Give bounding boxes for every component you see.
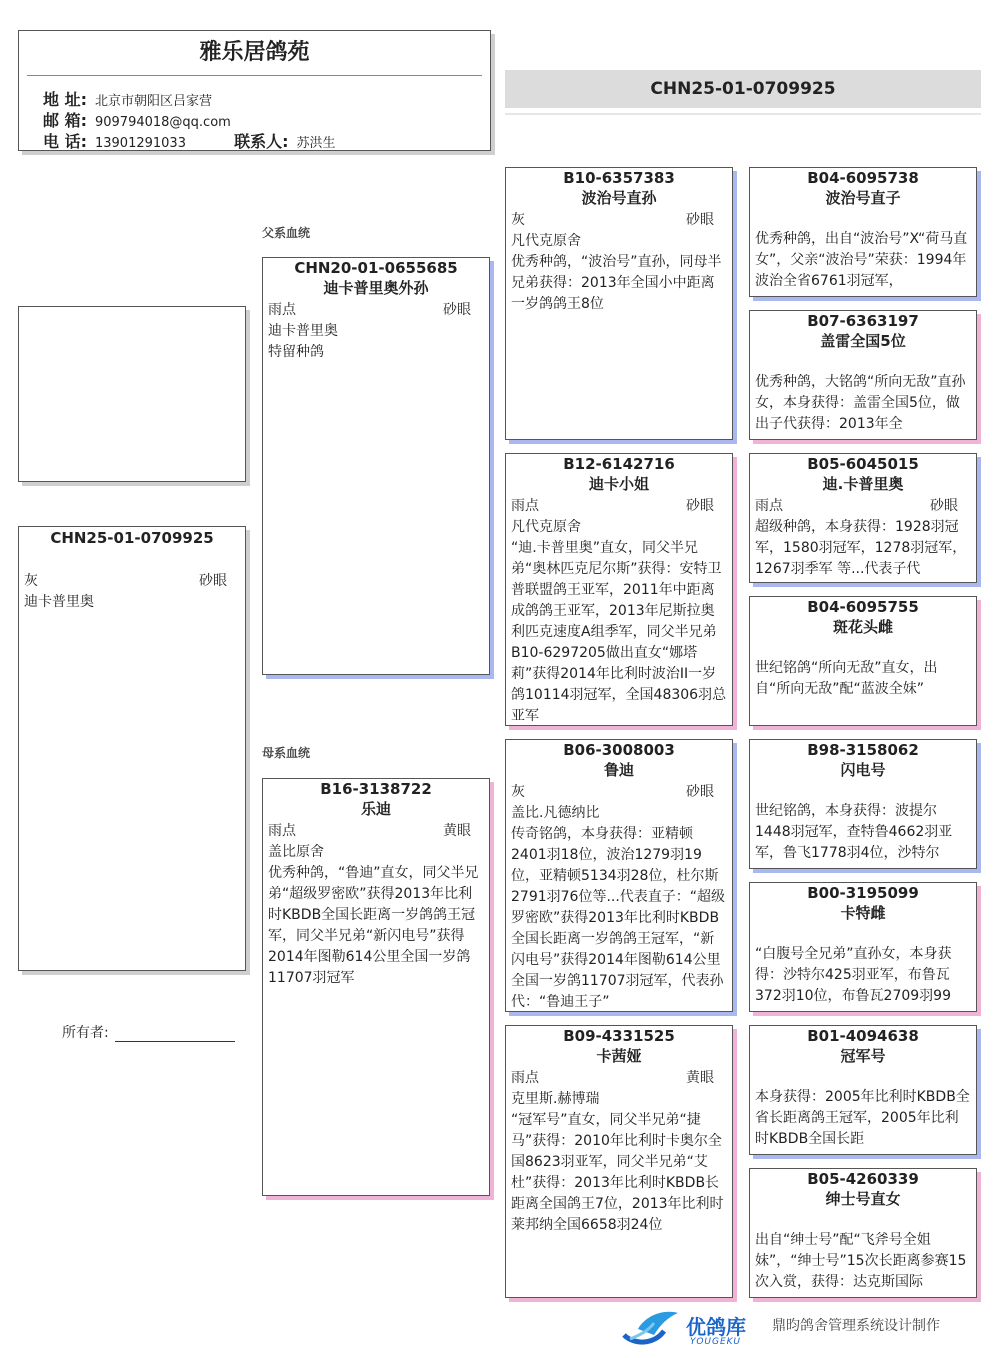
- gs1-color: 灰: [511, 212, 525, 228]
- address-line: [43, 87, 212, 110]
- sire-line-2: 特留种鸽: [268, 344, 324, 360]
- ggp-card-7: [749, 1025, 977, 1155]
- loft-header: [18, 30, 491, 151]
- email-label: 邮 箱:: [43, 111, 87, 130]
- gs1-ring: B10-6357383: [563, 169, 675, 187]
- gd1-ring: B12-6142716: [563, 455, 675, 473]
- email-value: 909794018@qq.com: [94, 115, 231, 130]
- sire-color: 雨点: [268, 302, 296, 318]
- sire-line-1: 迪卡普里奥: [268, 323, 338, 339]
- gs1-description: 优秀种鸽，“波治号”直孙，同母半兄弟获得：2013年全国小中距离一岁鸽鸽王8位: [511, 254, 722, 312]
- owner-underline: [115, 1027, 235, 1042]
- gd1-line-1: 凡代克原舍: [511, 519, 581, 535]
- dam-card: [262, 778, 490, 1196]
- credit-text: 鼎昀鸽舍管理系统设计制作: [772, 1318, 940, 1334]
- dam-ring: B16-3138722: [320, 780, 432, 798]
- ggp-7-name: 冠军号: [840, 1047, 886, 1065]
- ggp-2-description: 优秀种鸽，大铭鸽“所向无敌”直孙女，本身获得：盖雷全国5位，做出子代获得：2013年全: [755, 374, 966, 432]
- ggp-card-3: [749, 453, 977, 583]
- ggp-3-color: 雨点: [755, 498, 783, 514]
- ggp-card-2: [749, 310, 977, 440]
- owner-field: [62, 1022, 235, 1042]
- gs2-name: 鲁迪: [603, 761, 634, 779]
- gs2-ring: B06-3008003: [563, 741, 675, 759]
- subject-line: 迪卡普里奥: [24, 594, 94, 610]
- gs1-eye: 砂眼: [686, 212, 714, 228]
- subject-color: 灰: [24, 573, 38, 589]
- contact-value: 苏洪生: [296, 136, 336, 151]
- ggp-card-8: [749, 1168, 977, 1298]
- ggp-5-ring: B98-3158062: [807, 741, 919, 759]
- address-label: 地 址:: [43, 90, 87, 109]
- granddam-paternal-card: [505, 453, 733, 726]
- phone-label: 电 话:: [43, 132, 87, 151]
- dam-eye: 黄眼: [443, 823, 471, 839]
- ggp-2-name: 盖雷全国5位: [820, 332, 906, 350]
- ggp-4-name: 斑花头雌: [832, 618, 893, 636]
- ggp-1-ring: B04-6095738: [807, 169, 919, 187]
- sire-eye: 砂眼: [443, 302, 471, 318]
- gd1-color: 雨点: [511, 498, 539, 514]
- ggp-8-description: 出自“绅士号”配“飞斧号全姐妹”，“绅士号”15次长距离参赛15次入赏，获得：达克斯国际: [755, 1232, 967, 1290]
- pigeon-photo: [18, 306, 246, 482]
- ggp-3-ring: B05-6045015: [807, 455, 919, 473]
- top-ring-number: CHN25-01-0709925: [505, 70, 981, 108]
- gd1-description: “迪.卡普里奥”直女，同父半兄弟“奥林匹克尼尔斯”获得：安特卫普联盟鸽王亚军，2011年中距离成鸽鸽王亚军，2013年尼斯拉奥利匹克速度A组季军，同父半兄弟B10-6297205做出直女“娜塔莉”获得2014年比利时波治II一岁鸽10114羽冠军，全国48306羽总亚军: [511, 540, 727, 724]
- gs1-name: 波治号直孙: [581, 189, 657, 207]
- gd2-color: 雨点: [511, 1070, 539, 1086]
- ggp-7-description: 本身获得：2005年比利时KBDB全省长距离鸽王冠军，2005年比利时KBDB全国长距: [755, 1089, 970, 1147]
- grandsire-paternal-card: [505, 167, 733, 440]
- address-value: 北京市朝阳区吕家营: [94, 94, 212, 109]
- header-divider: [27, 75, 482, 76]
- ggp-card-1: [749, 167, 977, 297]
- brand-name: 优鸽库: [686, 1315, 746, 1339]
- gd2-line-1: 克里斯.赫博瑞: [511, 1091, 600, 1107]
- dam-line-1: 盖比原舍: [268, 844, 324, 860]
- email-line: [43, 108, 231, 131]
- dam-line-label: 母系血统: [262, 746, 311, 760]
- ggp-3-name: 迪.卡普里奥: [822, 475, 904, 493]
- ggp-2-ring: B07-6363197: [807, 312, 919, 330]
- ggp-5-description: 世纪铭鸽，本身获得：波提尔1448羽冠军，查特鲁4662羽亚军，鲁飞1778羽4位，沙特尔: [755, 803, 953, 861]
- ggp-card-6: [749, 882, 977, 1012]
- ggp-card-4: [749, 596, 977, 726]
- ggp-7-ring: B01-4094638: [807, 1027, 919, 1045]
- gd1-name: 迪卡小姐: [588, 475, 649, 493]
- brand-logo-icon: [620, 1305, 682, 1349]
- gs1-line-1: 凡代克原舍: [511, 233, 581, 249]
- sire-card: [262, 257, 490, 675]
- ggp-8-name: 绅士号直女: [825, 1190, 901, 1208]
- ggp-6-description: “白腹号全兄弟”直孙女，本身获得：沙特尔425羽亚军，布鲁瓦372羽10位，布鲁瓦2709羽99: [755, 946, 952, 1004]
- ggp-6-ring: B00-3195099: [807, 884, 919, 902]
- gd2-ring: B09-4331525: [563, 1027, 675, 1045]
- top-divider: [505, 113, 981, 115]
- sire-line-label: 父系血统: [262, 226, 311, 240]
- ggp-3-eye: 砂眼: [930, 498, 958, 514]
- ggp-1-description: 优秀种鸽，出自“波治号”X“荷马直女”，父亲“波治号”荣获：1994年波治全省6761羽冠军，: [755, 231, 968, 289]
- contact-label: 联系人:: [234, 132, 289, 151]
- ggp-8-ring: B05-4260339: [807, 1170, 919, 1188]
- sire-name: 迪卡普里奥外孙: [323, 279, 429, 297]
- ggp-1-name: 波治号直子: [825, 189, 901, 207]
- ggp-5-name: 闪电号: [840, 761, 886, 779]
- brand-name-en: YOUGEKU: [690, 1337, 742, 1347]
- dam-color: 雨点: [268, 823, 296, 839]
- ggp-6-name: 卡特雌: [840, 904, 886, 922]
- dam-name: 乐迪: [360, 800, 391, 818]
- gs2-description: 传奇铭鸽，本身获得：亚精顿2401羽18位，波治1279羽19位，亚精顿5134羽28位，杜尔斯2791羽76位等...代表直子：“超级罗密欧”获得2013年比利时KBDB全国长距离一岁鸽鸽王冠军，“新闪电号”获得2014年图勒614公里全国一岁鸽11707羽冠军，代表孙代：“鲁迪王子”: [511, 826, 726, 1010]
- ggp-4-ring: B04-6095755: [807, 598, 919, 616]
- ggp-4-description: 世纪铭鸽“所向无敌”直女，出自“所向无敌”配“蓝波全妹”: [755, 660, 938, 697]
- granddam-maternal-card: [505, 1025, 733, 1298]
- gd2-description: “冠军号”直女，同父半兄弟“捷马”获得：2010年比利时卡奥尔全国8623羽亚军，同父半兄弟“艾杜”获得：2013年比利时KBDB长距离全国鸽王7位，2013年比利时莱邦纳全国6658羽24位: [511, 1112, 724, 1233]
- subject-card: [18, 526, 246, 971]
- footer: [620, 1305, 980, 1353]
- gd2-name: 卡茜娅: [596, 1047, 642, 1065]
- phone-line: [43, 129, 336, 152]
- subject-eye: 砂眼: [199, 573, 227, 589]
- ggp-card-5: [749, 739, 977, 869]
- gs2-color: 灰: [511, 784, 525, 800]
- loft-name: 雅乐居鸽苑: [199, 40, 310, 65]
- subject-ring: CHN25-01-0709925: [50, 529, 214, 547]
- gd1-eye: 砂眼: [686, 498, 714, 514]
- gs2-eye: 砂眼: [686, 784, 714, 800]
- sire-ring: CHN20-01-0655685: [294, 259, 458, 277]
- grandsire-maternal-card: [505, 739, 733, 1012]
- gs2-line-1: 盖比.凡德纳比: [511, 805, 600, 821]
- gd2-eye: 黄眼: [686, 1070, 714, 1086]
- phone-value: 13901291033: [94, 136, 186, 151]
- dam-description: 优秀种鸽，“鲁迪”直女，同父半兄弟“超级罗密欧”获得2013年比利时KBDB全国长距离一岁鸽鸽王冠军，同父半兄弟“新闪电号”获得2014年图勒614公里全国一岁鸽11707羽冠军: [268, 865, 479, 986]
- ggp-3-description: 超级种鸽，本身获得：1928羽冠军，1580羽冠军，1278羽冠军，1267羽季军 等...代表子代: [755, 519, 967, 577]
- owner-label: 所有者:: [62, 1025, 109, 1041]
